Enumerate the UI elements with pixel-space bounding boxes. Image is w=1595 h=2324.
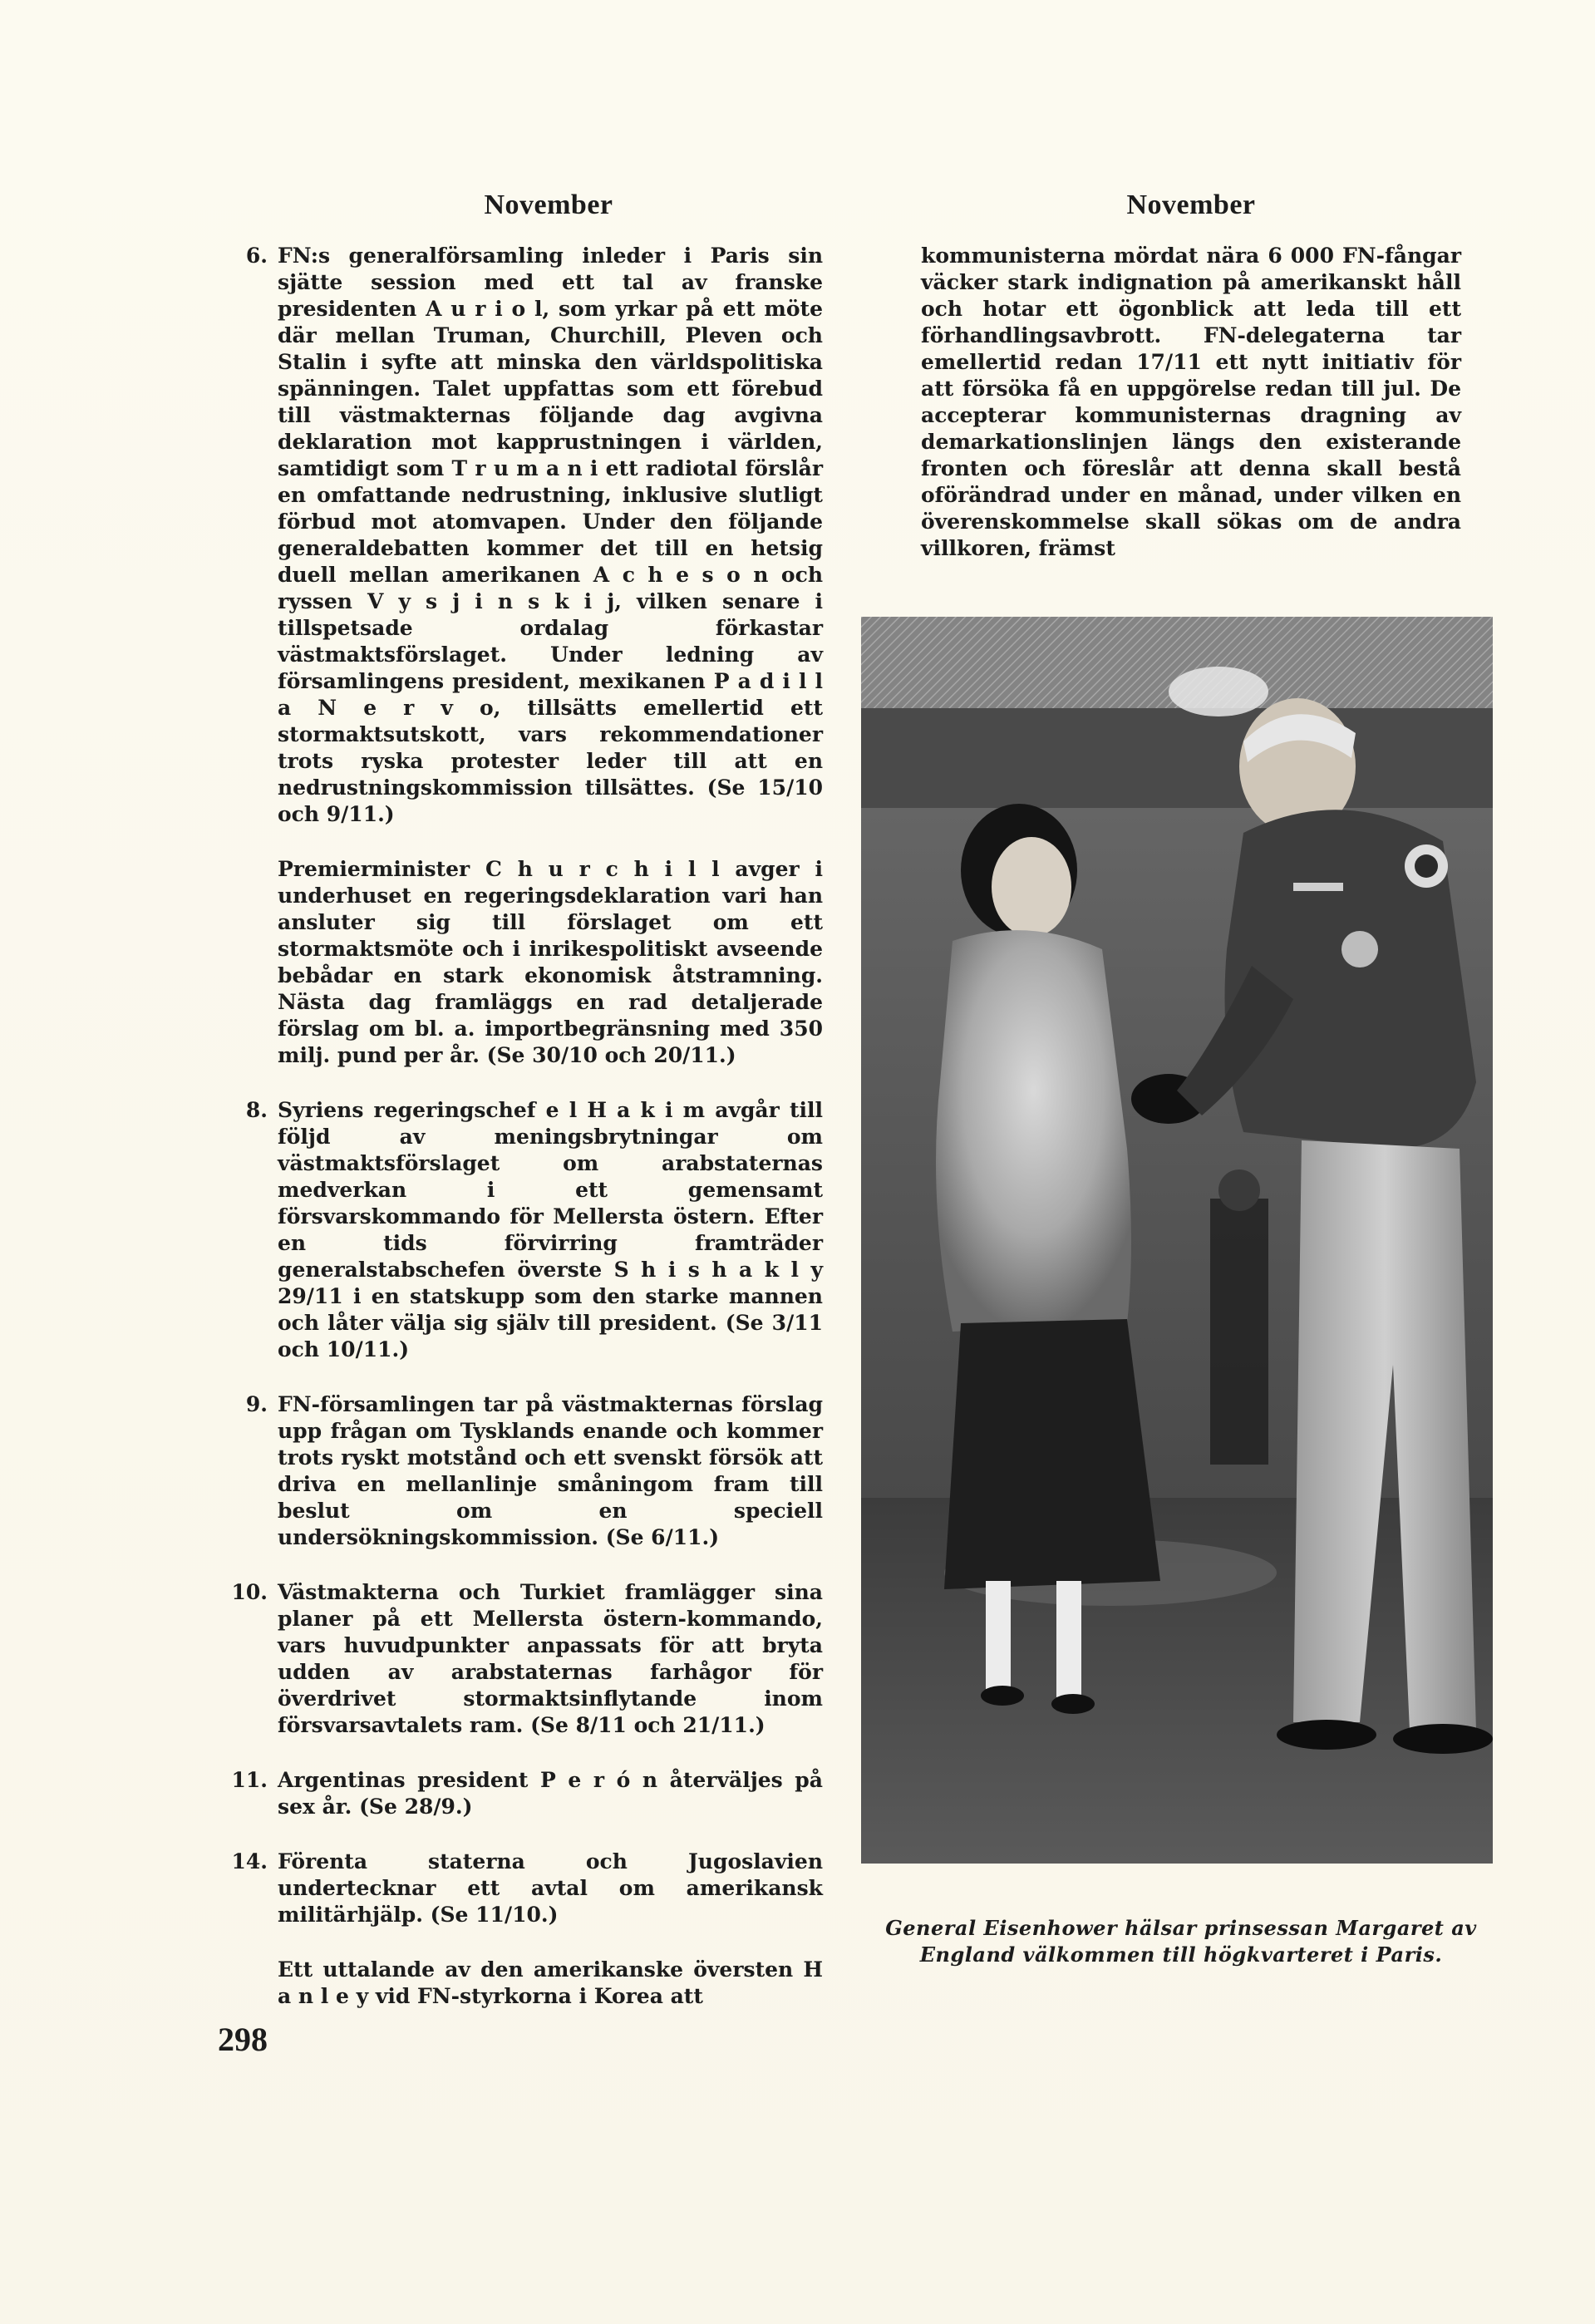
entry-text: Ett uttalande av den amerikanske översten H a n l e y vid FN-styrkorna i Korea att (278, 1957, 823, 2008)
entry-8 (216, 1097, 823, 1363)
entry-text: Västmakterna och Turkiet framlägger sina planer på ett Mellersta östern-kommando, vars huvudpunkter anpassats för att bryta udden av arabstaternas farhågor för överdrivet stormaktsinflytande inom försvarsavtalets ram. (Se 8/11 och 21/11.) (278, 1580, 823, 1737)
entry-text: FN-församlingen tar på västmakternas förslag upp frågan om Tysklands enande och kommer trots ryskt motstånd och ett svenskt försök att driva en mellanlinje småningom fram till beslut om en speciell undersökningskommission. (Se 6/11.) (278, 1392, 823, 1549)
right-running-head: November (1126, 190, 1256, 220)
entry-14 (216, 1849, 823, 1928)
entry-text: Förenta staterna och Jugoslavien undertecknar ett avtal om amerikansk militärhjälp. (Se 11/10.) (278, 1849, 823, 1927)
left-running-head: November (484, 190, 613, 220)
page-number: 298 (218, 2021, 268, 2058)
entry-14-hanley (216, 1957, 823, 2010)
entry-number: 10. (231, 1580, 268, 1604)
entry-6 (216, 243, 823, 828)
entry-text: Syriens regeringschef e l H a k i m avgår till följd av meningsbrytningar om västmaktsförslaget om arabstaternas medverkan i ett gemensamt försvarskommando för Mellersta östern. Efter en tids förvirring framträder generalstabschefen överste S h i s h a k l y 29/11 i en statskupp som den starke mannen och låter välja sig själv till president. (Se 3/11 och 10/11.) (278, 1098, 823, 1361)
entry-11 (216, 1767, 823, 1820)
entry-number: 11. (231, 1768, 268, 1792)
entry-6-churchill (216, 856, 823, 1069)
entry-9 (216, 1391, 823, 1551)
right-column (921, 190, 1461, 562)
entry-number: 6. (245, 244, 268, 268)
entry-number: 9. (245, 1392, 268, 1416)
entry-number: 8. (245, 1098, 268, 1122)
entry-10 (216, 1579, 823, 1739)
right-column-text: kommunisterna mördat nära 6 000 FN-fångar väcker stark indignation på amerikanskt håll och hotar ett ögonblick att leda till ett förhandlingsavbrott. FN-delegaterna tar emellertid redan 17/11 ett nytt initiativ för att försöka få en uppgörelse redan till jul. De accepterar kommunisternas dragning av demarkationslinjen längs den existerande fronten och föreslår att denna skall bestå oförändrad under en månad, under vilken en överenskommelse skall sökas om de andra villkoren, främst (921, 244, 1461, 560)
entry-number: 14. (231, 1849, 268, 1873)
entry-text: Argentinas president P e r ó n återväljes på sex år. (Se 28/9.) (278, 1768, 823, 1819)
entry-text: Premierminister C h u r c h i l l avger i underhuset en regeringsdeklaration vari han ansluter sig till förslaget om ett stormaktsmöte och i inrikespolitiskt avseende bebådar en stark ekonomisk åtstramning. Nästa dag framläggs en rad detaljerade förslag om bl. a. importbegränsning med 350 milj. pund per år. (Se 30/10 och 20/11.) (278, 857, 823, 1067)
photograph (861, 617, 1493, 1864)
left-column (216, 190, 823, 2038)
photo-caption: General Eisenhower hälsar prinsessan Margaret av England välkommen till högkvarteret i Paris. (885, 1916, 1477, 1967)
entry-text: FN:s generalförsamling inleder i Paris sin sjätte session med ett tal av franske presidenten A u r i o l, som yrkar på ett möte där mellan Truman, Churchill, Pleven och Stalin i syfte att minska den världspolitiska spänningen. Talet uppfattas som ett förebud till västmakternas följande dag avgivna deklaration mot kapprustningen i världen, samtidigt som T r u m a n i ett radiotal förslår en omfattande nedrustning, inklusive slutligt förbud mot atomvapen. Under den följande generaldebatten kommer det till en hetsig duell mellan amerikanen A c h e s o n och ryssen V y s j i n s k i j, vilken senare i tillspetsade ordalag förkastar västmaktsförslaget. Under ledning av församlingens president, mexikanen P a d i l l a N e r v o, tillsätts emellertid ett stormaktsutskott, vars rekommendationer trots ryska protester leder till att en nedrustningskommission tillsättes. (Se 15/10 och 9/11.) (278, 244, 823, 826)
